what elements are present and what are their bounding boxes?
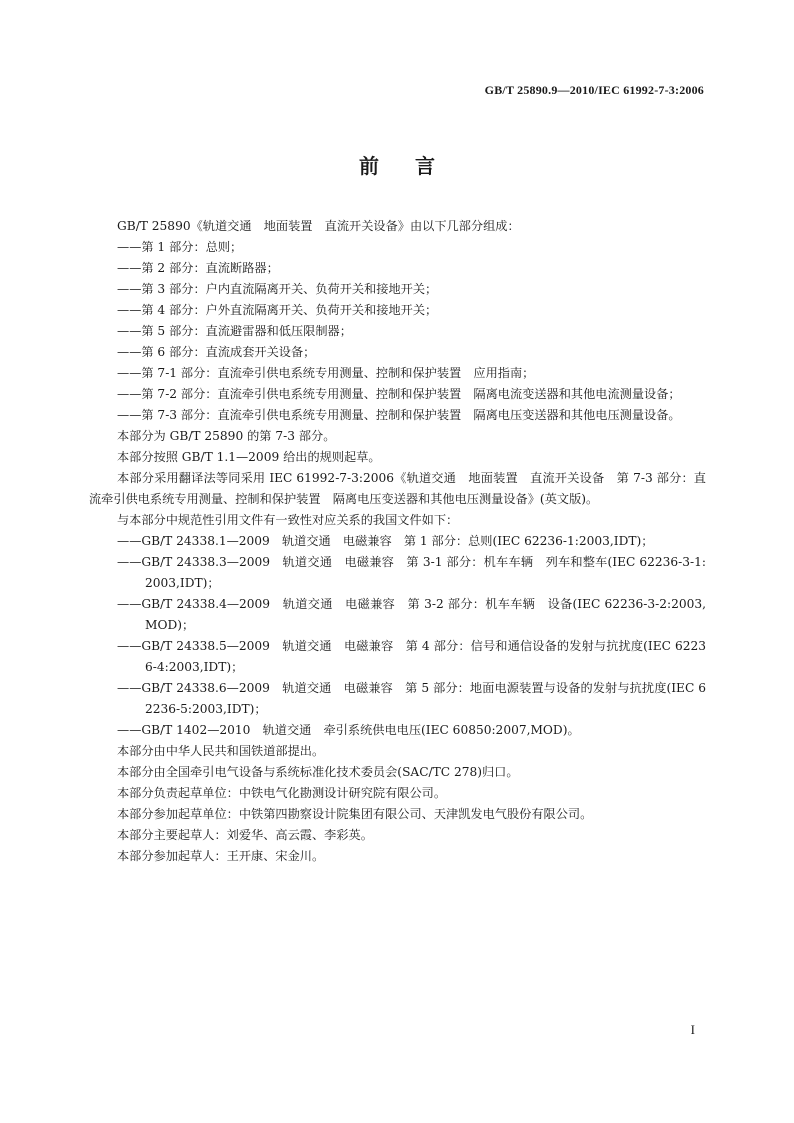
reference-item: ——GB/T 24338.4—2009 轨道交通 电磁兼容 第 3-2 部分：机车车辆 设备(IEC 62236-3-2:2003,MOD)；: [117, 597, 706, 632]
part-item: ——第 3 部分：户内直流隔离开关、负荷开关和接地开关；: [117, 282, 438, 296]
closing-paragraph: 本部分负责起草单位：中铁电气化勘测设计研究院有限公司。: [117, 786, 447, 800]
reference-item: ——GB/T 24338.3—2009 轨道交通 电磁兼容 第 3-1 部分：机车车辆 列车和整车(IEC 62236-3-1:2003,IDT)；: [117, 555, 706, 590]
parts-list: [89, 237, 706, 426]
reference-item: ——GB/T 24338.1—2009 轨道交通 电磁兼容 第 1 部分：总则(IEC 62236-1:2003,IDT)；: [117, 534, 654, 548]
closing-paragraph: 本部分参加起草人：王开康、宋金川。: [117, 849, 325, 863]
part-item: ——第 1 部分：总则；: [117, 240, 243, 254]
page-title: 前言: [359, 154, 471, 178]
reference-item: ——GB/T 24338.5—2009 轨道交通 电磁兼容 第 4 部分：信号和通信设备的发射与抗扰度(IEC 62236-4:2003,IDT)；: [117, 639, 706, 674]
part-item: ——第 7-1 部分：直流牵引供电系统专用测量、控制和保护装置 应用指南；: [117, 366, 535, 380]
reference-item: ——GB/T 1402—2010 轨道交通 牵引系统供电电压(IEC 60850:2007,MOD)。: [117, 723, 580, 737]
reference-item: ——GB/T 24338.6—2009 轨道交通 电磁兼容 第 5 部分：地面电源装置与设备的发射与抗扰度(IEC 62236-5:2003,IDT)；: [117, 681, 706, 716]
closing-paragraph: 本部分由全国牵引电气设备与系统标准化技术委员会(SAC/TC 278)归口。: [117, 765, 519, 779]
statement-paragraph: 本部分为 GB/T 25890 的第 7-3 部分。: [117, 429, 336, 443]
document-body: [89, 216, 706, 867]
statement-paragraph: 本部分按照 GB/T 1.1—2009 给出的规则起草。: [117, 450, 381, 464]
part-item: ——第 7-3 部分：直流牵引供电系统专用测量、控制和保护装置 隔离电压变送器和其他电压测量设备。: [117, 408, 681, 422]
document-header-standard-number: GB/T 25890.9—2010/IEC 61992-7-3:2006: [484, 83, 704, 97]
statement-paragraph: 本部分采用翻译法等同采用 IEC 61992-7-3:2006《轨道交通 地面装置 直流开关设备 第 7-3 部分：直流牵引供电系统专用测量、控制和保护装置 隔离电压变送器和其他电压测量设备》(英文版)。: [89, 471, 706, 506]
part-item: ——第 7-2 部分：直流牵引供电系统专用测量、控制和保护装置 隔离电流变送器和其他电流测量设备；: [117, 387, 681, 401]
intro-paragraph: GB/T 25890《轨道交通 地面装置 直流开关设备》由以下几部分组成：: [117, 219, 520, 233]
part-item: ——第 5 部分：直流避雷器和低压限制器；: [117, 324, 352, 338]
closing-paragraph: 本部分主要起草人：刘爱华、高云霞、李彩英。: [117, 828, 373, 842]
closing-paragraph: 本部分参加起草单位：中铁第四勘察设计院集团有限公司、天津凯发电气股份有限公司。: [117, 807, 593, 821]
part-item: ——第 4 部分：户外直流隔离开关、负荷开关和接地开关；: [117, 303, 438, 317]
part-item: ——第 6 部分：直流成套开关设备；: [117, 345, 316, 359]
page-number: I: [690, 1022, 695, 1037]
references-list: [89, 531, 706, 741]
closing-paragraph: 本部分由中华人民共和国铁道部提出。: [117, 744, 325, 758]
statement-paragraph: 与本部分中规范性引用文件有一致性对应关系的我国文件如下：: [117, 513, 459, 527]
part-item: ——第 2 部分：直流断路器；: [117, 261, 279, 275]
